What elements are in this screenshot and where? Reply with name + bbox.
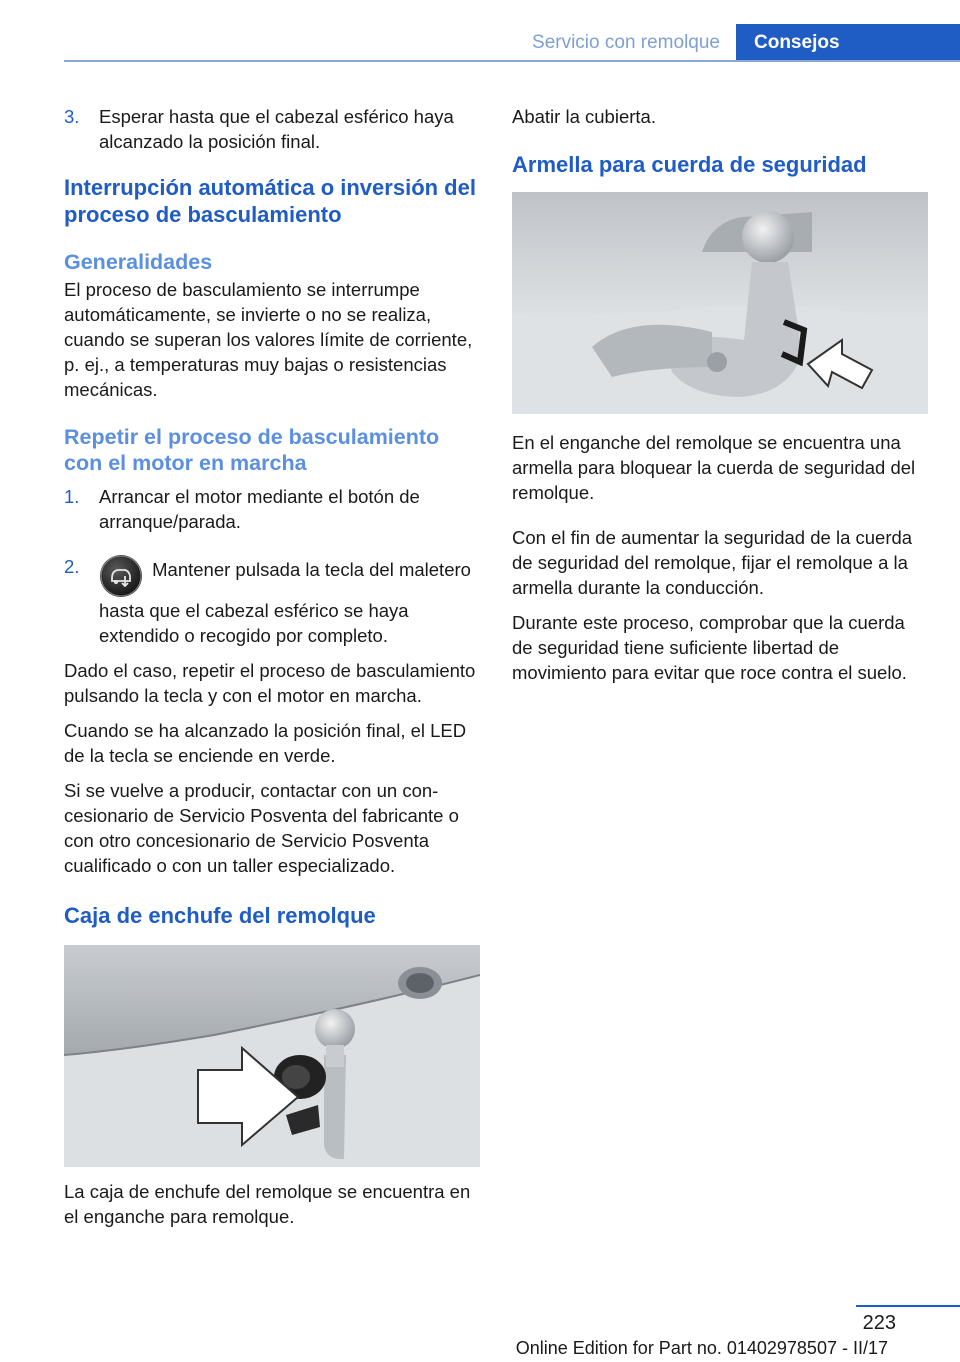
list-item-text: Mantener pulsada la tecla del maletero hasta que el cabezal esférico se haya extendido o recogido por completo. [99, 559, 471, 646]
list-item-number: 1. [64, 486, 80, 507]
list-item-text: Arrancar el motor mediante el botón de arranque/parada. [99, 486, 420, 532]
header-chapter-tab[interactable]: Consejos [736, 24, 960, 62]
page-number: 223 [862, 1312, 896, 1334]
figure-eyelet [512, 192, 928, 414]
paragraph-abatir: Abatir la cubierta. [512, 106, 656, 127]
subheading-repetir: Repetir el proceso de basculamiento con el motor en marcha [64, 425, 440, 475]
paragraph-si: Si se vuelve a producir, contactar con un concesionario de Servicio Posventa del fabricante o con otro concesionario de Servicio Posventa cualificado o con un taller especializado. [64, 780, 459, 876]
right-column [512, 104, 930, 695]
heading-caja: Caja de enchufe del remolque [64, 903, 376, 928]
paragraph-cuando: Cuando se ha alcanzado la posición final, el LED de la tecla se enciende en verde. [64, 720, 467, 766]
list-item [64, 104, 480, 154]
paragraph-generalidades: El proceso de basculamiento se interrumpe automáticamente, se invierte o no se realiza, cuando se superan los valores límite de corriente, p. ej., a temperaturas muy bajas o resistencias mecánicas. [64, 279, 473, 400]
figure-socket [64, 945, 480, 1167]
heading-interrupcion: Interrupción automática o inversión del proceso de basculamiento [64, 175, 476, 227]
paragraph-dado: Dado el caso, repetir el proceso de basculamiento pulsando la tecla y con el motor en marcha. [64, 660, 476, 706]
footer-edition: Online Edition for Part no. 01402978507 - II/17 [515, 1338, 888, 1358]
paragraph-durante: Durante este proceso, comprobar que la cuerda de seguridad tiene suficiente libertad de movimiento para evitar que roce contra el suelo. [512, 612, 907, 683]
list-item-number: 2. [64, 556, 80, 577]
list-item [64, 554, 480, 648]
eyelet-illustration [512, 192, 928, 414]
paragraph-caja: La caja de enchufe del remolque se encuentra en el enganche para remolque. [64, 1181, 471, 1227]
paragraph-enganche: En el enganche del remolque se encuentra una armella para bloquear la cuerda de seguridad del remolque. [512, 432, 916, 503]
paragraph-confin: Con el fin de aumentar la seguridad de la cuerda de seguridad del remolque, fijar el remolque a la armella durante la conducción. [512, 527, 913, 598]
header-rule [64, 60, 960, 62]
socket-illustration [64, 945, 480, 1167]
left-column [64, 104, 480, 1239]
list-item-number: 3. [64, 106, 80, 127]
heading-armella: Armella para cuerda de seguridad [512, 152, 867, 177]
list-item [64, 484, 480, 534]
subheading-generalidades: Generalidades [64, 250, 213, 274]
trunk-button-icon [99, 554, 143, 598]
page-number-rule [856, 1305, 960, 1307]
header-section-title: Servicio con remolque [532, 32, 720, 53]
list-item-text: Esperar hasta que el cabezal esférico haya alcanzado la posición final. [99, 106, 454, 152]
